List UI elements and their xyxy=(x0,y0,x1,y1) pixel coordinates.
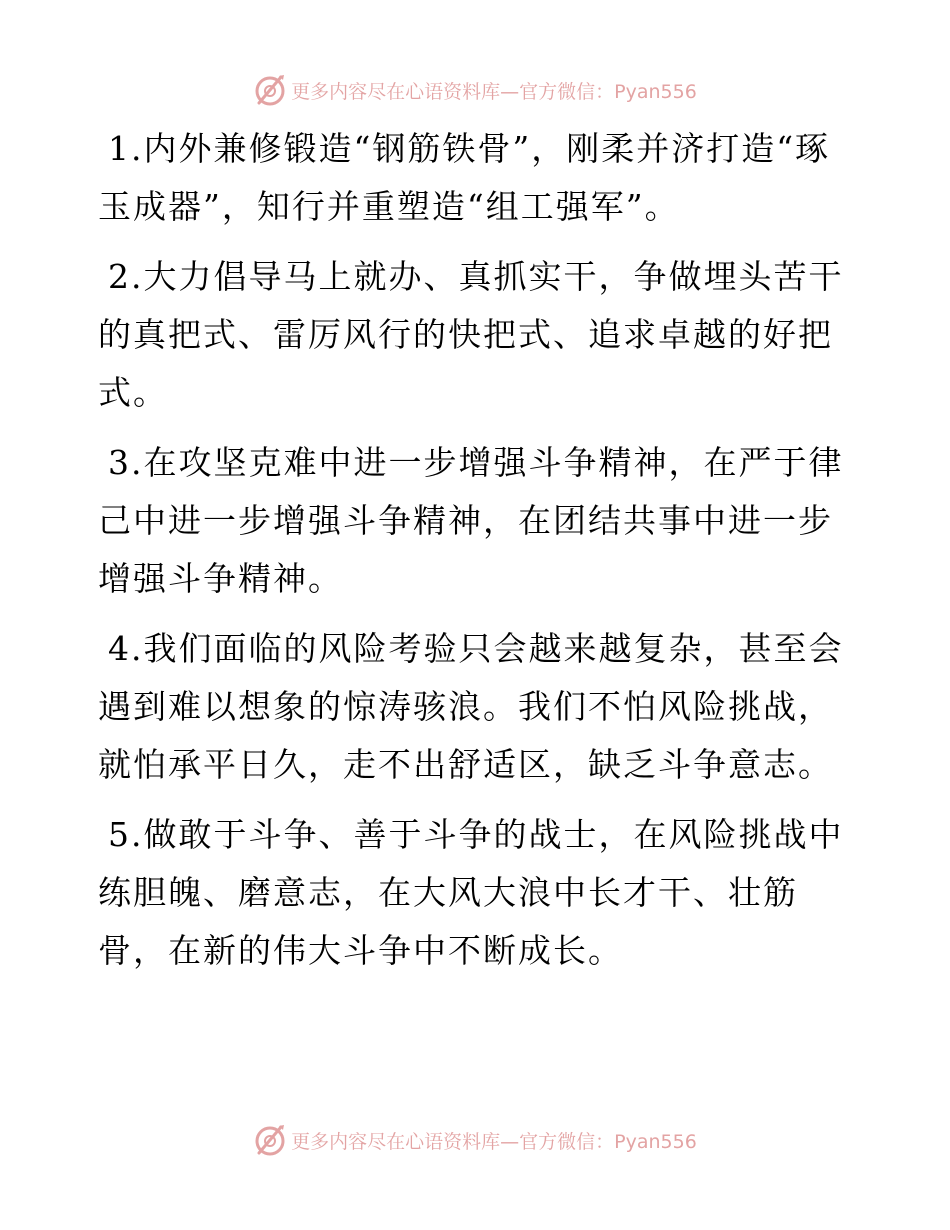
paragraph-text: 大力倡导马上就办、真抓实干，争做埋头苦干的真把式、雷厉风行的快把式、追求卓越的好把式。 xyxy=(98,257,844,412)
brush-logo-icon xyxy=(253,73,287,107)
paragraph-5 xyxy=(98,806,850,980)
paragraph-4 xyxy=(98,620,850,794)
paragraph-number: 4. xyxy=(108,629,144,668)
paragraph-text: 内外兼修锻造“钢筋铁骨”，刚柔并济打造“琢玉成器”，知行并重塑造“组工强军”。 xyxy=(98,129,831,226)
paragraph-text: 我们面临的风险考验只会越来越复杂，甚至会遇到难以想象的惊涛骇浪。我们不怕风险挑战，就怕承平日久，走不出舒适区，缺乏斗争意志。 xyxy=(98,629,844,784)
paragraph-text: 在攻坚克难中进一步增强斗争精神，在严于律己中进一步增强斗争精神，在团结共事中进一步增强斗争精神。 xyxy=(98,443,844,598)
paragraph-1 xyxy=(98,120,850,236)
paragraph-text: 做敢于斗争、善于斗争的战士，在风险挑战中练胆魄、磨意志，在大风大浪中长才干、壮筋骨，在新的伟大斗争中不断成长。 xyxy=(98,815,844,970)
paragraph-number: 3. xyxy=(108,443,144,482)
header-watermark xyxy=(0,70,950,110)
paragraph-number: 2. xyxy=(108,257,144,296)
footer-watermark xyxy=(0,1120,950,1160)
watermark-text: 更多内容尽在心语资料库—官方微信：Pyan556 xyxy=(291,80,697,103)
paragraph-3 xyxy=(98,434,850,608)
paragraph-number: 5. xyxy=(108,815,144,854)
watermark-text: 更多内容尽在心语资料库—官方微信：Pyan556 xyxy=(291,1130,697,1153)
document-body xyxy=(98,120,850,992)
paragraph-2 xyxy=(98,248,850,422)
brush-logo-icon xyxy=(253,1123,287,1157)
paragraph-number: 1. xyxy=(108,129,144,168)
